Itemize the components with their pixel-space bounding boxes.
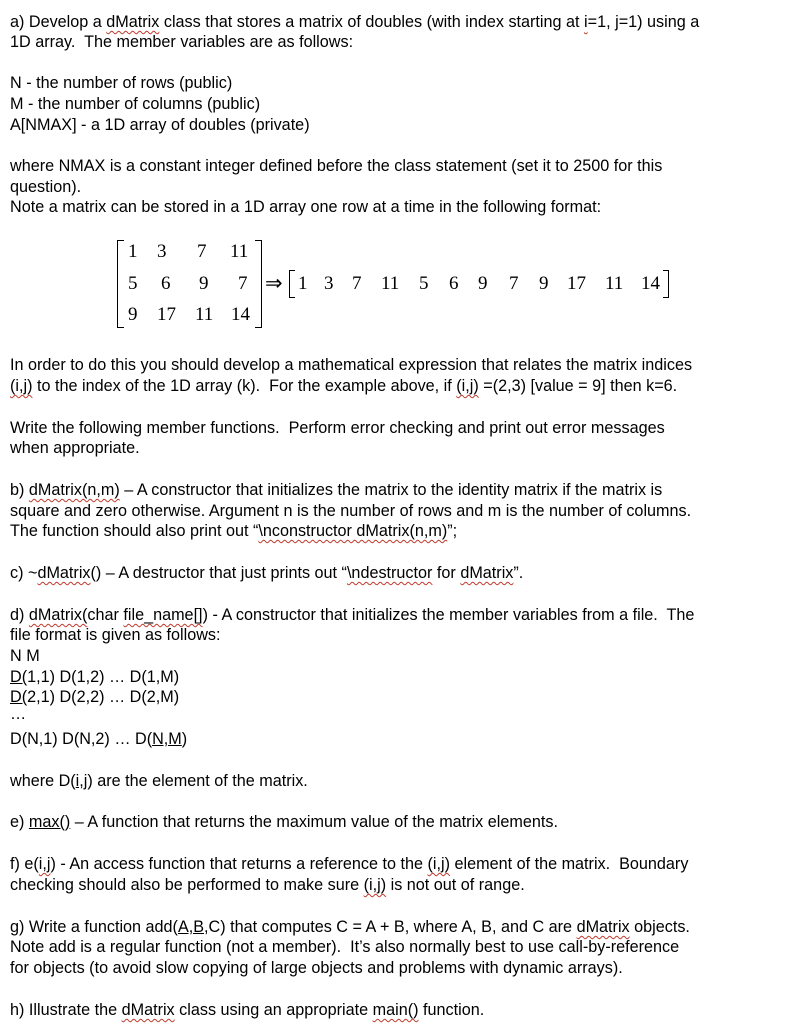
part-e-line (10, 812, 558, 832)
text-span: 1,1) D(1,2) … D(1,M) (27, 668, 180, 686)
array-value: 11 (381, 273, 400, 294)
array-value: 7 (352, 273, 362, 294)
storage-note: Note a matrix can be stored in a 1D array one row at a time in the following format: (10, 198, 602, 216)
file-format-row-2 (10, 687, 179, 707)
text-span: g) Write a function add( (10, 918, 178, 936)
function-name: main() (372, 1001, 419, 1019)
array-value: 7 (509, 273, 519, 294)
text-span: D( (10, 688, 28, 706)
text-span: The function should also print out “ (10, 522, 259, 540)
member-var-n: N - the number of rows (public) (10, 74, 233, 92)
array-value: 9 (539, 273, 549, 294)
part-f-line-1 (10, 854, 688, 874)
matrix-cell: 11 (195, 304, 214, 325)
file-format-row-n (10, 729, 187, 749)
text-span: class that stores a matrix of doubles (with index starting at (159, 13, 585, 31)
function-name: max() (28, 813, 71, 831)
text-span: () – A destructor that just prints out “ (90, 564, 347, 582)
array-value: 9 (478, 273, 488, 294)
text-span: e) (10, 813, 29, 831)
text-span: char (87, 606, 124, 624)
implies-arrow: ⇒ (265, 271, 283, 295)
nmax-line-1: where NMAX is a constant integer defined before the class statement (set it to 2500 for this (10, 157, 663, 175)
part-g-line-3: for objects (to avoid slow copying of large objects and problems with dynamic arrays). (10, 959, 623, 977)
text-span: 2,1) D(2,2) … D(2,M) (27, 688, 180, 706)
array-value: 17 (567, 273, 586, 294)
matrix-cell: 6 (161, 273, 171, 294)
array-value: 5 (419, 273, 429, 294)
matrix-cell: 7 (238, 273, 248, 294)
order-line-1: In order to do this you should develop a mathematical expression that relates the matrix indices (10, 356, 693, 374)
text-span: ) - A constructor that initializes the member variables from a file. The (202, 606, 695, 624)
array-value: 14 (641, 273, 660, 294)
quoted-string: \nconstructor dMatrix(n,m) (258, 522, 448, 540)
class-name: dMatrix (576, 918, 630, 936)
array-value: 6 (449, 273, 459, 294)
array-left-bracket (289, 270, 295, 298)
matrix-cell: 9 (199, 273, 209, 294)
matrix-cell: 5 (128, 273, 138, 294)
text-span: to the index of the 1D array (k). For the example above, if (32, 377, 457, 395)
text-span: ) - An access function that returns a reference to the (50, 855, 428, 873)
matrix-cell: 9 (128, 304, 138, 325)
index-ij: (i,j) (10, 377, 33, 395)
index-ij: i,j (38, 855, 51, 873)
param-name: file_name[] (123, 606, 203, 624)
matrix-cell: 11 (230, 241, 249, 262)
part-b-line-3 (10, 521, 457, 541)
text-span: checking should also be performed to make sure (10, 876, 364, 894)
matrix-right-bracket (255, 240, 262, 328)
member-var-a: A[NMAX] - a 1D array of doubles (private) (10, 116, 310, 134)
text-span: d) (10, 606, 29, 624)
file-format-dots: … (10, 705, 27, 723)
index-ij: i,j (75, 772, 88, 790)
text-span: a) Develop a (10, 13, 107, 31)
text-span: where D( (10, 772, 76, 790)
index-i: i (584, 13, 588, 31)
file-format-nm: N M (10, 647, 40, 665)
part-h-line (10, 1000, 484, 1020)
part-b-line-1 (10, 480, 662, 500)
matrix-cell: 3 (157, 241, 167, 262)
quoted-string: \ndestructor (346, 564, 433, 582)
text-span: b) (10, 481, 29, 499)
array-value: 3 (324, 273, 334, 294)
text-span: function. (418, 1001, 485, 1019)
text-span: D( (10, 668, 28, 686)
array-right-bracket (663, 270, 669, 298)
part-f-line-2 (10, 875, 525, 895)
text-span: ) are the element of the matrix. (87, 772, 308, 790)
index-ij: (i,j) (363, 876, 387, 894)
class-name: dMatrix (121, 1001, 175, 1019)
text-span: is not out of range. (386, 876, 525, 894)
array-value: 11 (605, 273, 624, 294)
text-span: =(2,3) [value = 9] then k=6. (478, 377, 678, 395)
index-ij: (i,j) (427, 855, 450, 873)
part-c-line (10, 563, 523, 583)
write-line-1: Write the following member functions. Perform error checking and print out error messages (10, 419, 665, 437)
part-g-line-2: Note add is a regular function (not a member). It’s also normally best to use call-by-reference (10, 938, 680, 956)
part-b-line-2: square and zero otherwise. Argument n is the number of rows and m is the number of columns. (10, 502, 692, 520)
part-a-line-2: 1D array. The member variables are as follows: (10, 33, 354, 51)
class-name: dMatrix (460, 564, 514, 582)
param-list: A,B, (177, 918, 209, 936)
text-span: ”; (447, 522, 458, 540)
text-span: f) e( (10, 855, 39, 873)
text-span: for (432, 564, 461, 582)
class-name: dMatrix (106, 13, 160, 31)
text-span: =1, j=1) using a (587, 13, 700, 31)
text-span: N,M (152, 730, 182, 748)
text-span: – A constructor that initializes the matrix to the identity matrix if the matrix is (119, 481, 663, 499)
text-span: ”. (513, 564, 524, 582)
part-d-line-2: file format is given as follows: (10, 626, 221, 644)
file-format-row-1 (10, 667, 179, 687)
nmax-line-2: question). (10, 178, 82, 196)
part-d-line-1 (10, 605, 694, 625)
matrix-left-bracket (117, 240, 124, 328)
text-span: c) ~ (10, 564, 38, 582)
text-span: ) (181, 730, 188, 748)
matrix-cell: 1 (128, 241, 138, 262)
matrix-cell: 14 (231, 304, 250, 325)
member-var-m: M - the number of columns (public) (10, 95, 261, 113)
part-a-line-1 (10, 12, 699, 32)
text-span: D(N,1) D(N,2) … D( (10, 730, 153, 748)
text-span: h) Illustrate the (10, 1001, 122, 1019)
function-name: dMatrix (37, 564, 91, 582)
matrix-cell: 17 (157, 304, 176, 325)
function-name: dMatrix( (28, 606, 88, 624)
function-name: dMatrix(n,m) (28, 481, 120, 499)
part-d-where (10, 771, 308, 791)
text-span: C) that computes C = A + B, where A, B, and C are (208, 918, 577, 936)
text-span: class using an appropriate (174, 1001, 373, 1019)
text-span: element of the matrix. Boundary (449, 855, 689, 873)
matrix-cell: 7 (197, 241, 207, 262)
order-line-2 (10, 376, 677, 396)
write-line-2: when appropriate. (10, 439, 140, 457)
text-span: – A function that returns the maximum value of the matrix elements. (70, 813, 558, 831)
text-span: objects. (629, 918, 690, 936)
array-value: 1 (298, 273, 308, 294)
index-ij: (i,j) (456, 377, 479, 395)
part-g-line-1 (10, 917, 690, 937)
